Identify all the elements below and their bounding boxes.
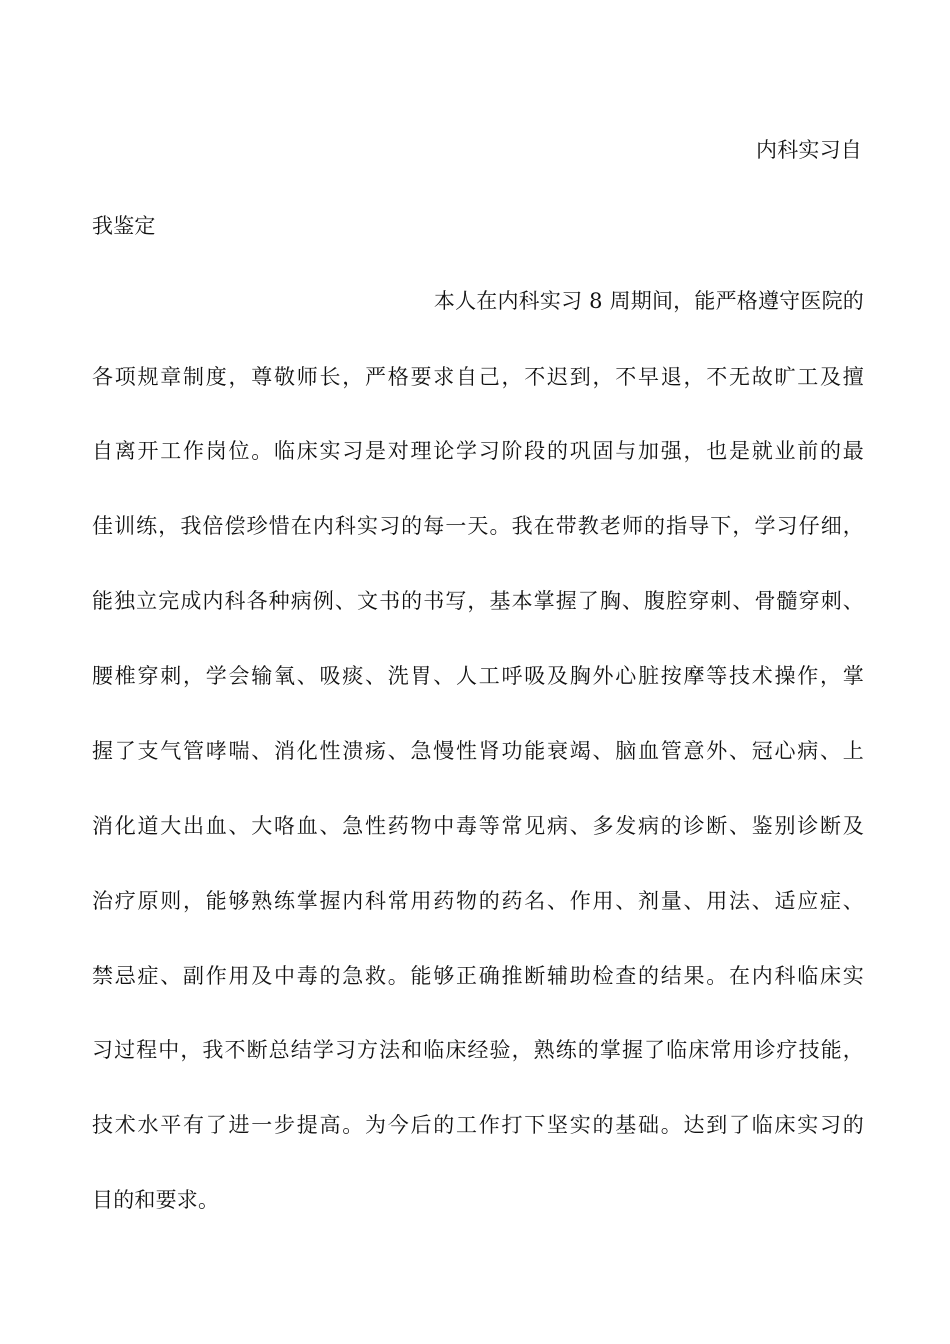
body-line-7: 握了支气管哮喘、消化性溃疡、急慢性肾功能衰竭、脑血管意外、冠心病、上	[92, 739, 864, 763]
body-line-5: 能独立完成内科各种病例、文书的书写，基本掌握了胸、腹腔穿刺、骨髓穿刺、	[92, 589, 864, 613]
body-line-1: 本人在内科实习 8 周期间，能严格遵守医院的	[433, 289, 864, 313]
body-line-12: 技术水平有了进一步提高。为今后的工作打下坚实的基础。达到了临床实习的	[92, 1113, 864, 1137]
title-line-1: 内科实习自	[756, 138, 862, 162]
body-line-11: 习过程中，我不断总结学习方法和临床经验，熟练的掌握了临床常用诊疗技能，	[92, 1038, 864, 1062]
title-line-2: 我鉴定	[92, 214, 156, 238]
body-line-2: 各项规章制度，尊敬师长，严格要求自己，不迟到，不早退，不无故旷工及擅	[92, 365, 864, 389]
body-line-10: 禁忌症、副作用及中毒的急救。能够正确推断辅助检查的结果。在内科临床实	[92, 964, 864, 988]
body-line-13: 目的和要求。	[92, 1188, 220, 1212]
body-line-6: 腰椎穿刺，学会输氧、吸痰、洗胃、人工呼吸及胸外心脏按摩等技术操作，掌	[92, 664, 864, 688]
body-line-4: 佳训练，我倍偿珍惜在内科实习的每一天。我在带教老师的指导下，学习仔细，	[92, 514, 864, 538]
body-line-3: 自离开工作岗位。临床实习是对理论学习阶段的巩固与加强，也是就业前的最	[92, 439, 864, 463]
body-line-8: 消化道大出血、大咯血、急性药物中毒等常见病、多发病的诊断、鉴别诊断及	[92, 814, 864, 838]
body-line-9: 治疗原则，能够熟练掌握内科常用药物的药名、作用、剂量、用法、适应症、	[92, 889, 864, 913]
